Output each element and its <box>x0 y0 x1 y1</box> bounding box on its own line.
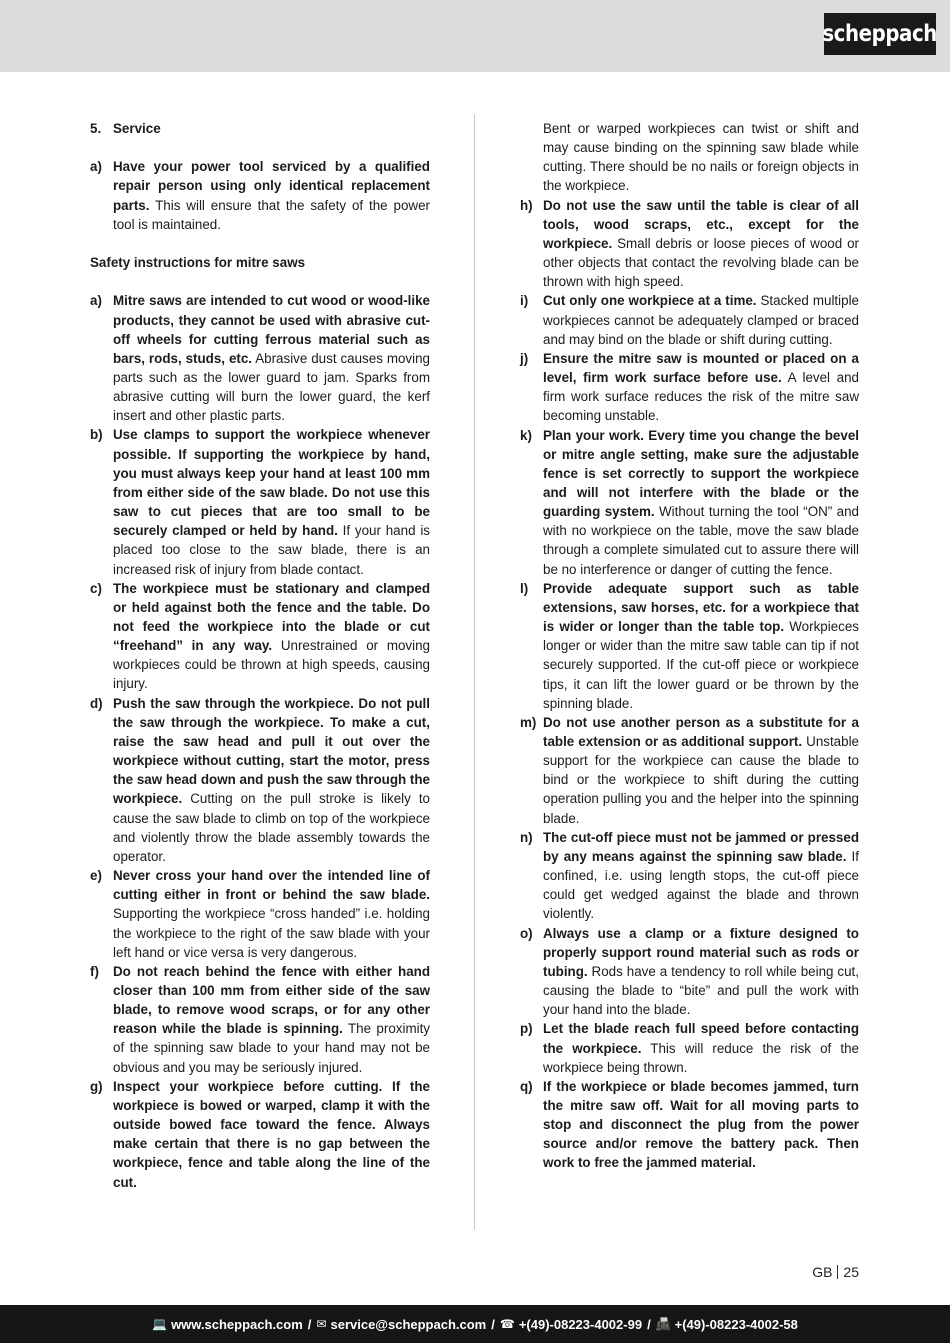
item-normal-text: If confined, i.e. using length stops, the cut-off piece could get wedged against the blade and thrown violently. <box>543 848 859 922</box>
footer-phone: +(49)-08223-4002-99 <box>518 1316 643 1332</box>
item-marker: o) <box>520 925 533 941</box>
footer-website[interactable]: www.scheppach.com <box>171 1316 303 1332</box>
item-marker: n) <box>520 829 533 845</box>
safety-item-m <box>520 713 859 828</box>
item-text <box>113 1077 430 1192</box>
item-marker: p) <box>520 1021 533 1037</box>
item-text <box>113 962 430 1077</box>
footer-separator: / <box>491 1316 495 1332</box>
header-band <box>0 0 950 72</box>
left-column <box>90 119 430 1192</box>
item-marker: l) <box>520 580 529 596</box>
item-text <box>113 291 430 425</box>
safety-item-j <box>520 349 859 426</box>
item-normal-text: The proximity of the spinning saw blade to your hand may not be obvious and you may be seriously injured. <box>113 1021 430 1075</box>
item-normal-text: Small debris or loose pieces of wood or other objects that contact the revolving blade can be thrown with high speed. <box>543 235 859 290</box>
item-bold-text: Always use a clamp or a fixture designed to properly support round material such as rods or tubing. <box>543 925 859 979</box>
fax-icon: 📠 <box>655 1317 671 1331</box>
section-heading <box>90 119 430 138</box>
item-text <box>543 349 859 426</box>
item-text <box>543 713 859 828</box>
item-bold-text: The workpiece must be stationary and clamped or held against both the fence and the table. Do not feed the workpiece into the blade or cut “freehand” in any way. <box>113 580 430 654</box>
item-normal-text: Without turning the tool “ON” and with no workpiece on the table, move the saw blade through a complete simulated cut to assure there will be no interference or danger of cutting the fence. <box>543 504 859 577</box>
item-text <box>113 425 430 578</box>
item-marker: m) <box>520 714 537 730</box>
item-marker: h) <box>520 197 533 213</box>
item-text <box>113 579 430 694</box>
item-normal-text: Abrasive dust causes moving parts such as the lower guard to jam. Sparks from abrasive cutting will burn the lower guard, the kerf insert and other plastic parts. <box>113 350 430 424</box>
safety-item-l <box>520 579 859 713</box>
item-bold-text: Use clamps to support the workpiece whenever possible. If supporting the workpiece by hand, you must always keep your hand at least 100 mm from either side of the saw blade. Do not use this saw to cut pieces that are too small to be securely clamped or held by hand. <box>113 427 430 539</box>
envelope-icon: ✉ <box>316 1317 327 1331</box>
item-text <box>543 924 859 1020</box>
safety-item-b <box>90 425 430 578</box>
safety-item-p <box>520 1019 859 1076</box>
item-bold-text: Never cross your hand over the intended line of cutting either in front or behind the saw blade. <box>113 868 430 903</box>
item-marker: a) <box>90 293 102 309</box>
item-normal-text: Unrestrained or moving workpieces could be thrown at high speeds, causing injury. <box>113 638 430 692</box>
safety-item-o <box>520 924 859 1020</box>
item-bold-text: Do not use the saw until the table is clear of all tools, wood scraps, etc., except for the workpiece. <box>543 197 859 251</box>
item-text <box>543 291 859 348</box>
item-marker: k) <box>520 427 532 443</box>
item-text <box>543 579 859 713</box>
item-bold-text: Mitre saws are intended to cut wood or wood-like products, they cannot be used with abrasive cut-off wheels for cutting ferrous material such as bars, rods, studs, etc. <box>113 293 430 366</box>
item-bold-text: Do not reach behind the fence with either hand closer than 100 mm from either side of the saw blade, to remove wood scraps, or for any other reason while the blade is spinning. <box>113 963 430 1037</box>
item-marker: q) <box>520 1078 533 1094</box>
item-bold-text: Cut only one workpiece at a time. <box>543 293 757 309</box>
item-marker: a) <box>90 159 102 175</box>
item-marker: b) <box>90 427 103 443</box>
item-bold-text: Plan your work. Every time you change the bevel or mitre angle setting, make sure the adjustable fence is set correctly to support the workpiece and will not interfere with the blade or the guarding system. <box>543 427 859 520</box>
safety-item-h <box>520 196 859 292</box>
item-normal-text: A level and firm work surface reduces the risk of the mitre saw becoming unstable. <box>543 370 860 424</box>
item-normal-text: Workpieces longer or wider than the mitre saw table can tip if not securely supported. If the cut-off piece or workpiece tips, it can lift the lower guard or be thrown by the spinning blade. <box>543 619 859 711</box>
item-text <box>543 196 859 292</box>
footer-separator: / <box>307 1316 312 1332</box>
item-text <box>543 828 859 924</box>
page-number-value: 25 <box>843 1264 859 1280</box>
safety-item-n <box>520 828 859 924</box>
item-bold-text: The cut-off piece must not be jammed or pressed by any means against the spinning saw blade. <box>543 829 859 864</box>
footer-separator: / <box>647 1316 651 1332</box>
item-normal-text: This will reduce the risk of the workpiece being thrown. <box>543 1040 860 1075</box>
section-title: Service <box>113 121 161 136</box>
item-bold-text: Ensure the mitre saw is mounted or placed on a level, firm work surface before use. <box>543 350 859 386</box>
item-text <box>113 694 430 866</box>
item-normal-text: Cutting on the pull stroke is likely to cause the saw blade to climb on top of the workpiece and violently throw the blade assembly towards the operator. <box>113 791 430 864</box>
item-normal-text: This will ensure that the safety of the power tool is maintained. <box>113 197 430 232</box>
safety-item-e <box>90 866 430 962</box>
page-number <box>812 1264 859 1280</box>
item-normal-text: Supporting the workpiece “cross handed” i.e. holding the workpiece to the right of the saw blade with your left hand or vice versa is very dangerous. <box>113 906 430 960</box>
item-bold-text: Let the blade reach full speed before contacting the workpiece. <box>543 1021 859 1056</box>
logo-text: scheppach <box>822 21 938 47</box>
footer-band <box>0 1305 950 1343</box>
item-text <box>113 866 430 962</box>
safety-item-g <box>90 1077 430 1192</box>
telephone-icon: ☎ <box>499 1317 515 1331</box>
column-divider <box>474 114 475 1230</box>
safety-item-q <box>520 1077 859 1173</box>
service-item-a <box>90 157 430 234</box>
right-column <box>520 119 859 1173</box>
safety-item-f <box>90 962 430 1077</box>
item-bold-text: Have your power tool serviced by a qualified repair person using only identical replacement parts. <box>113 159 430 213</box>
item-marker: g) <box>90 1078 103 1094</box>
computer-icon: 💻 <box>152 1317 168 1331</box>
item-text <box>543 1077 859 1173</box>
item-normal-text: Rods have a tendency to roll while being cut, causing the blade to “bite” and pull the work with your hand into the blade. <box>543 963 859 1018</box>
item-marker: i) <box>520 293 529 309</box>
safety-item-a <box>90 291 430 425</box>
item-bold-text: Push the saw through the workpiece. Do not pull the saw through the workpiece. To make a cut, raise the saw head and pull it out over the workpiece without cutting, start the motor, press the saw head down and push the saw through the workpiece. <box>113 695 430 807</box>
language-code: GB <box>812 1264 833 1280</box>
item-bold-text: Provide adequate support such as table extensions, saw horses, etc. for a workpiece that is wider or longer than the table top. <box>543 580 859 635</box>
item-bold-text: If the workpiece or blade becomes jammed, turn the mitre saw off. Wait for all moving parts to stop and disconnect the plug from the power source and/or remove the battery pack. Then work to free the jammed material. <box>543 1078 859 1171</box>
page-separator <box>837 1265 838 1279</box>
item-marker: j) <box>520 350 529 366</box>
item-normal-text: Unstable support for the workpiece can cause the blade to bind or the workpiece to shift during the cutting operation pulling you and the helper into the spinning blade. <box>543 734 859 826</box>
footer-email[interactable]: service@scheppach.com <box>330 1316 487 1332</box>
item-marker: f) <box>90 963 99 979</box>
scheppach-logo <box>824 13 936 55</box>
item-text <box>113 157 430 234</box>
item-bold-text: Inspect your workpiece before cutting. If the workpiece is bowed or warped, clamp it with the outside bowed face toward the fence. Always make certain that there is no gap between the workpiece, fence and table along the line of the cut. <box>113 1078 430 1190</box>
item-text <box>543 1019 859 1076</box>
continuation-text: Bent or warped workpieces can twist or shift and may cause binding on the spinning saw blade while cutting. There should be no nails or foreign objects in the workpiece. <box>543 121 859 194</box>
safety-item-d <box>90 694 430 866</box>
safety-item-i <box>520 291 859 348</box>
item-normal-text: If your hand is placed too close to the saw blade, there is an increased risk of injury from blade contact. <box>113 523 430 577</box>
safety-item-c <box>90 579 430 694</box>
item-marker: d) <box>90 695 103 711</box>
item-normal-text: Stacked multiple workpieces cannot be adequately clamped or braced and may bind on the blade or shift during cutting. <box>543 293 859 347</box>
item-bold-text: Do not use another person as a substitute for a table extension or as additional support. <box>543 714 859 749</box>
safety-item-k <box>520 426 859 579</box>
item-marker: c) <box>90 580 102 596</box>
safety-heading: Safety instructions for mitre saws <box>90 255 306 271</box>
footer-fax: +(49)-08223-4002-58 <box>674 1316 798 1332</box>
section-number: 5. <box>90 121 102 136</box>
item-marker: e) <box>90 868 102 884</box>
item-text <box>543 426 859 579</box>
